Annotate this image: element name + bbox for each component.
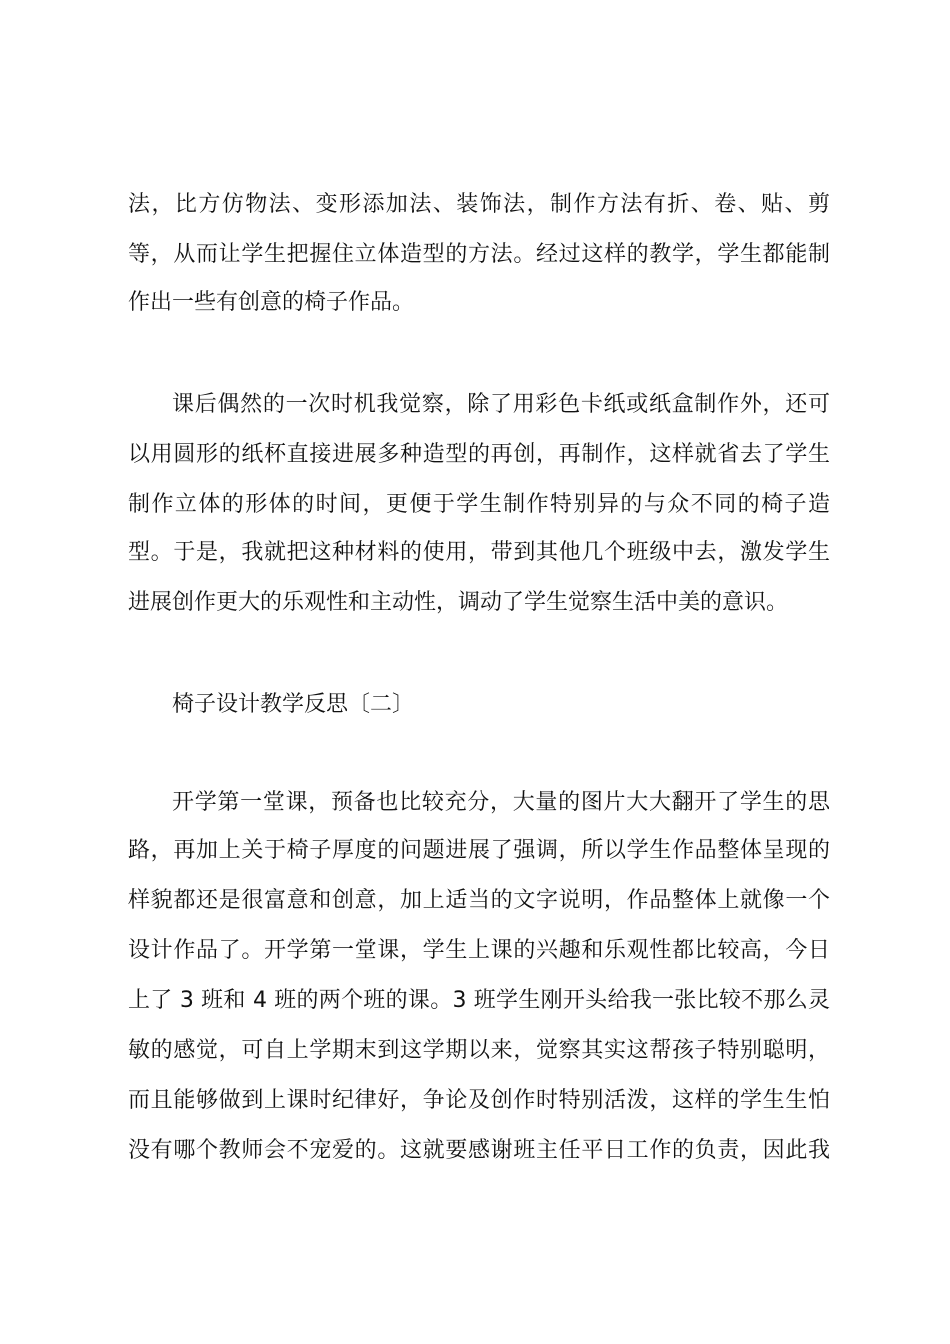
heading-text: 椅子设计教学反思〔二〕 — [172, 692, 415, 717]
text-line: 以用圆形的纸杯直接进展多种造型的再创，再制作，这样就省去了学生 — [128, 442, 830, 467]
text-line: 开学第一堂课，预备也比较充分，大量的图片大大翻开了学生的思 — [172, 790, 830, 815]
text-line: 作出一些有创意的椅子作品。 — [128, 290, 415, 315]
text-line: 型。于是，我就把这种材料的使用，带到其他几个班级中去，激发学生 — [128, 540, 830, 565]
text-line: 上了 3 班和 4 班的两个班的课。3 班学生刚开头给我一张比较不那么灵 — [128, 988, 830, 1013]
text-line: 课后偶然的一次时机我觉察，除了用彩色卡纸或纸盒制作外，还可 — [172, 392, 830, 417]
text-line: 敏的感觉，可自上学期末到这学期以来，觉察其实这帮孩子特别聪明， — [128, 1038, 830, 1063]
text-line: 等，从而让学生把握住立体造型的方法。经过这样的教学，学生都能制 — [128, 242, 830, 267]
text-line: 路，再加上关于椅子厚度的问题进展了强调，所以学生作品整体呈现的 — [128, 838, 830, 863]
text-line: 法，比方仿物法、变形添加法、装饰法，制作方法有折、卷、贴、剪 — [128, 192, 830, 217]
text-line: 制作立体的形体的时间，更便于学生制作特别异的与众不同的椅子造 — [128, 492, 830, 517]
text-line: 设计作品了。开学第一堂课，学生上课的兴趣和乐观性都比较高，今日 — [128, 938, 830, 963]
text-line: 而且能够做到上课时纪律好，争论及创作时特别活泼，这样的学生生怕 — [128, 1088, 830, 1113]
text-line: 进展创作更大的乐观性和主动性，调动了学生觉察生活中美的意识。 — [128, 590, 789, 615]
text-line: 没有哪个教师会不宠爱的。这就要感谢班主任平日工作的负责，因此我 — [128, 1138, 830, 1163]
text-line: 样貌都还是很富意和创意，加上适当的文字说明，作品整体上就像一个 — [128, 888, 830, 913]
